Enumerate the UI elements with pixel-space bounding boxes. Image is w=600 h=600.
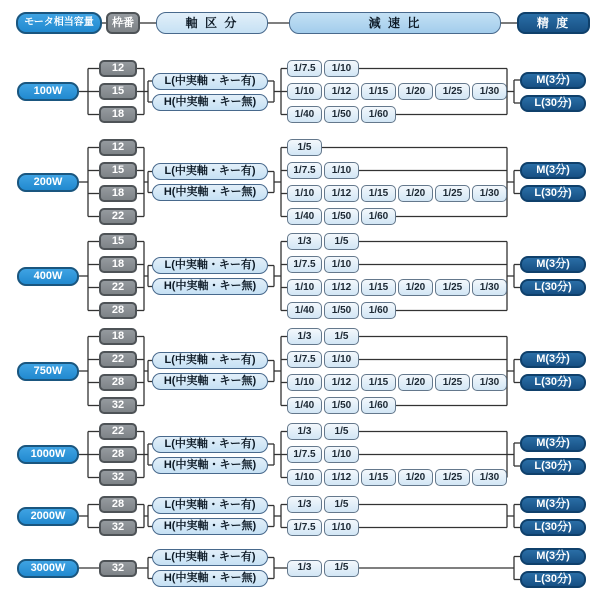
ratio-value: 1/3 — [287, 560, 322, 577]
ratio-value: 1/5 — [287, 139, 322, 156]
ratio-value: 1/20 — [398, 279, 433, 296]
shaft-type: L(中実軸・キー有) — [152, 257, 268, 274]
ratio-value: 1/5 — [324, 496, 359, 513]
power-label: 100W — [17, 82, 79, 101]
ratio-value: 1/12 — [324, 279, 359, 296]
ratio-value: 1/12 — [324, 374, 359, 391]
power-label: 3000W — [17, 559, 79, 578]
power-label: 200W — [17, 173, 79, 192]
ratio-value: 1/10 — [324, 351, 359, 368]
frame-number: 18 — [99, 256, 137, 273]
ratio-value: 1/10 — [324, 256, 359, 273]
ratio-value: 1/3 — [287, 233, 322, 250]
frame-number: 18 — [99, 185, 137, 202]
precision-grade: M(3分) — [520, 548, 586, 565]
ratio-value: 1/10 — [287, 279, 322, 296]
ratio-value: 1/7.5 — [287, 351, 322, 368]
frame-number: 18 — [99, 328, 137, 345]
header-shaft: 軸 区 分 — [156, 12, 268, 34]
ratio-value: 1/10 — [287, 469, 322, 486]
ratio-value: 1/60 — [361, 302, 396, 319]
precision-grade: L(30分) — [520, 519, 586, 536]
frame-number: 32 — [99, 519, 137, 536]
ratio-value: 1/5 — [324, 560, 359, 577]
frame-number: 22 — [99, 208, 137, 225]
shaft-type: L(中実軸・キー有) — [152, 549, 268, 566]
frame-number: 15 — [99, 233, 137, 250]
ratio-value: 1/10 — [287, 374, 322, 391]
ratio-value: 1/60 — [361, 397, 396, 414]
power-label: 2000W — [17, 507, 79, 526]
header-ratio: 減 速 比 — [289, 12, 501, 34]
ratio-value: 1/15 — [361, 374, 396, 391]
frame-number: 22 — [99, 423, 137, 440]
ratio-value: 1/60 — [361, 106, 396, 123]
ratio-value: 1/25 — [435, 374, 470, 391]
ratio-value: 1/12 — [324, 469, 359, 486]
shaft-type: L(中実軸・キー有) — [152, 352, 268, 369]
power-label: 1000W — [17, 445, 79, 464]
ratio-value: 1/10 — [324, 446, 359, 463]
ratio-value: 1/15 — [361, 185, 396, 202]
ratio-value: 1/3 — [287, 328, 322, 345]
ratio-value: 1/30 — [472, 374, 507, 391]
ratio-value: 1/10 — [287, 185, 322, 202]
ratio-value: 1/40 — [287, 302, 322, 319]
precision-grade: L(30分) — [520, 571, 586, 588]
ratio-value: 1/25 — [435, 279, 470, 296]
ratio-value: 1/40 — [287, 106, 322, 123]
ratio-value: 1/5 — [324, 233, 359, 250]
frame-number: 15 — [99, 83, 137, 100]
ratio-value: 1/20 — [398, 83, 433, 100]
ratio-value: 1/5 — [324, 423, 359, 440]
shaft-type: L(中実軸・キー有) — [152, 73, 268, 90]
ratio-value: 1/3 — [287, 423, 322, 440]
power-label: 750W — [17, 362, 79, 381]
shaft-type: L(中実軸・キー有) — [152, 436, 268, 453]
ratio-value: 1/25 — [435, 83, 470, 100]
ratio-value: 1/7.5 — [287, 60, 322, 77]
precision-grade: M(3分) — [520, 351, 586, 368]
shaft-type: H(中実軸・キー無) — [152, 518, 268, 535]
frame-number: 28 — [99, 302, 137, 319]
shaft-type: H(中実軸・キー無) — [152, 373, 268, 390]
ratio-value: 1/7.5 — [287, 446, 322, 463]
precision-grade: M(3分) — [520, 435, 586, 452]
frame-number: 22 — [99, 351, 137, 368]
precision-grade: M(3分) — [520, 496, 586, 513]
frame-number: 32 — [99, 469, 137, 486]
ratio-value: 1/30 — [472, 469, 507, 486]
frame-number: 12 — [99, 139, 137, 156]
ratio-value: 1/7.5 — [287, 162, 322, 179]
power-label: 400W — [17, 267, 79, 286]
frame-number: 12 — [99, 60, 137, 77]
shaft-type: L(中実軸・キー有) — [152, 163, 268, 180]
frame-number: 28 — [99, 496, 137, 513]
ratio-value: 1/7.5 — [287, 519, 322, 536]
frame-number: 28 — [99, 374, 137, 391]
ratio-value: 1/20 — [398, 374, 433, 391]
precision-grade: L(30分) — [520, 279, 586, 296]
shaft-type: H(中実軸・キー無) — [152, 570, 268, 587]
shaft-type: H(中実軸・キー無) — [152, 457, 268, 474]
header-capacity: モータ相当容量 — [16, 12, 102, 34]
shaft-type: H(中実軸・キー無) — [152, 184, 268, 201]
ratio-value: 1/15 — [361, 83, 396, 100]
ratio-value: 1/30 — [472, 83, 507, 100]
ratio-value: 1/40 — [287, 208, 322, 225]
ratio-value: 1/10 — [324, 60, 359, 77]
ratio-value: 1/25 — [435, 185, 470, 202]
ratio-value: 1/25 — [435, 469, 470, 486]
frame-number: 18 — [99, 106, 137, 123]
precision-grade: M(3分) — [520, 256, 586, 273]
ratio-value: 1/30 — [472, 185, 507, 202]
header-frame: 枠番 — [106, 12, 140, 34]
ratio-value: 1/5 — [324, 328, 359, 345]
ratio-value: 1/40 — [287, 397, 322, 414]
shaft-type: H(中実軸・キー無) — [152, 278, 268, 295]
frame-number: 15 — [99, 162, 137, 179]
precision-grade: L(30分) — [520, 458, 586, 475]
precision-grade: L(30分) — [520, 374, 586, 391]
frame-number: 32 — [99, 397, 137, 414]
ratio-value: 1/50 — [324, 397, 359, 414]
ratio-value: 1/60 — [361, 208, 396, 225]
frame-number: 32 — [99, 560, 137, 577]
frame-number: 28 — [99, 446, 137, 463]
shaft-type: H(中実軸・キー無) — [152, 94, 268, 111]
shaft-type: L(中実軸・キー有) — [152, 497, 268, 514]
ratio-value: 1/12 — [324, 83, 359, 100]
precision-grade: M(3分) — [520, 72, 586, 89]
precision-grade: M(3分) — [520, 162, 586, 179]
ratio-value: 1/15 — [361, 469, 396, 486]
ratio-value: 1/50 — [324, 208, 359, 225]
ratio-value: 1/15 — [361, 279, 396, 296]
precision-grade: L(30分) — [520, 185, 586, 202]
ratio-value: 1/10 — [324, 519, 359, 536]
ratio-value: 1/30 — [472, 279, 507, 296]
ratio-value: 1/12 — [324, 185, 359, 202]
ratio-value: 1/20 — [398, 185, 433, 202]
ratio-value: 1/20 — [398, 469, 433, 486]
ratio-value: 1/50 — [324, 106, 359, 123]
frame-number: 22 — [99, 279, 137, 296]
ratio-value: 1/3 — [287, 496, 322, 513]
precision-grade: L(30分) — [520, 95, 586, 112]
ratio-value: 1/10 — [324, 162, 359, 179]
ratio-value: 1/50 — [324, 302, 359, 319]
header-precision: 精 度 — [517, 12, 590, 34]
ratio-value: 1/10 — [287, 83, 322, 100]
ratio-value: 1/7.5 — [287, 256, 322, 273]
